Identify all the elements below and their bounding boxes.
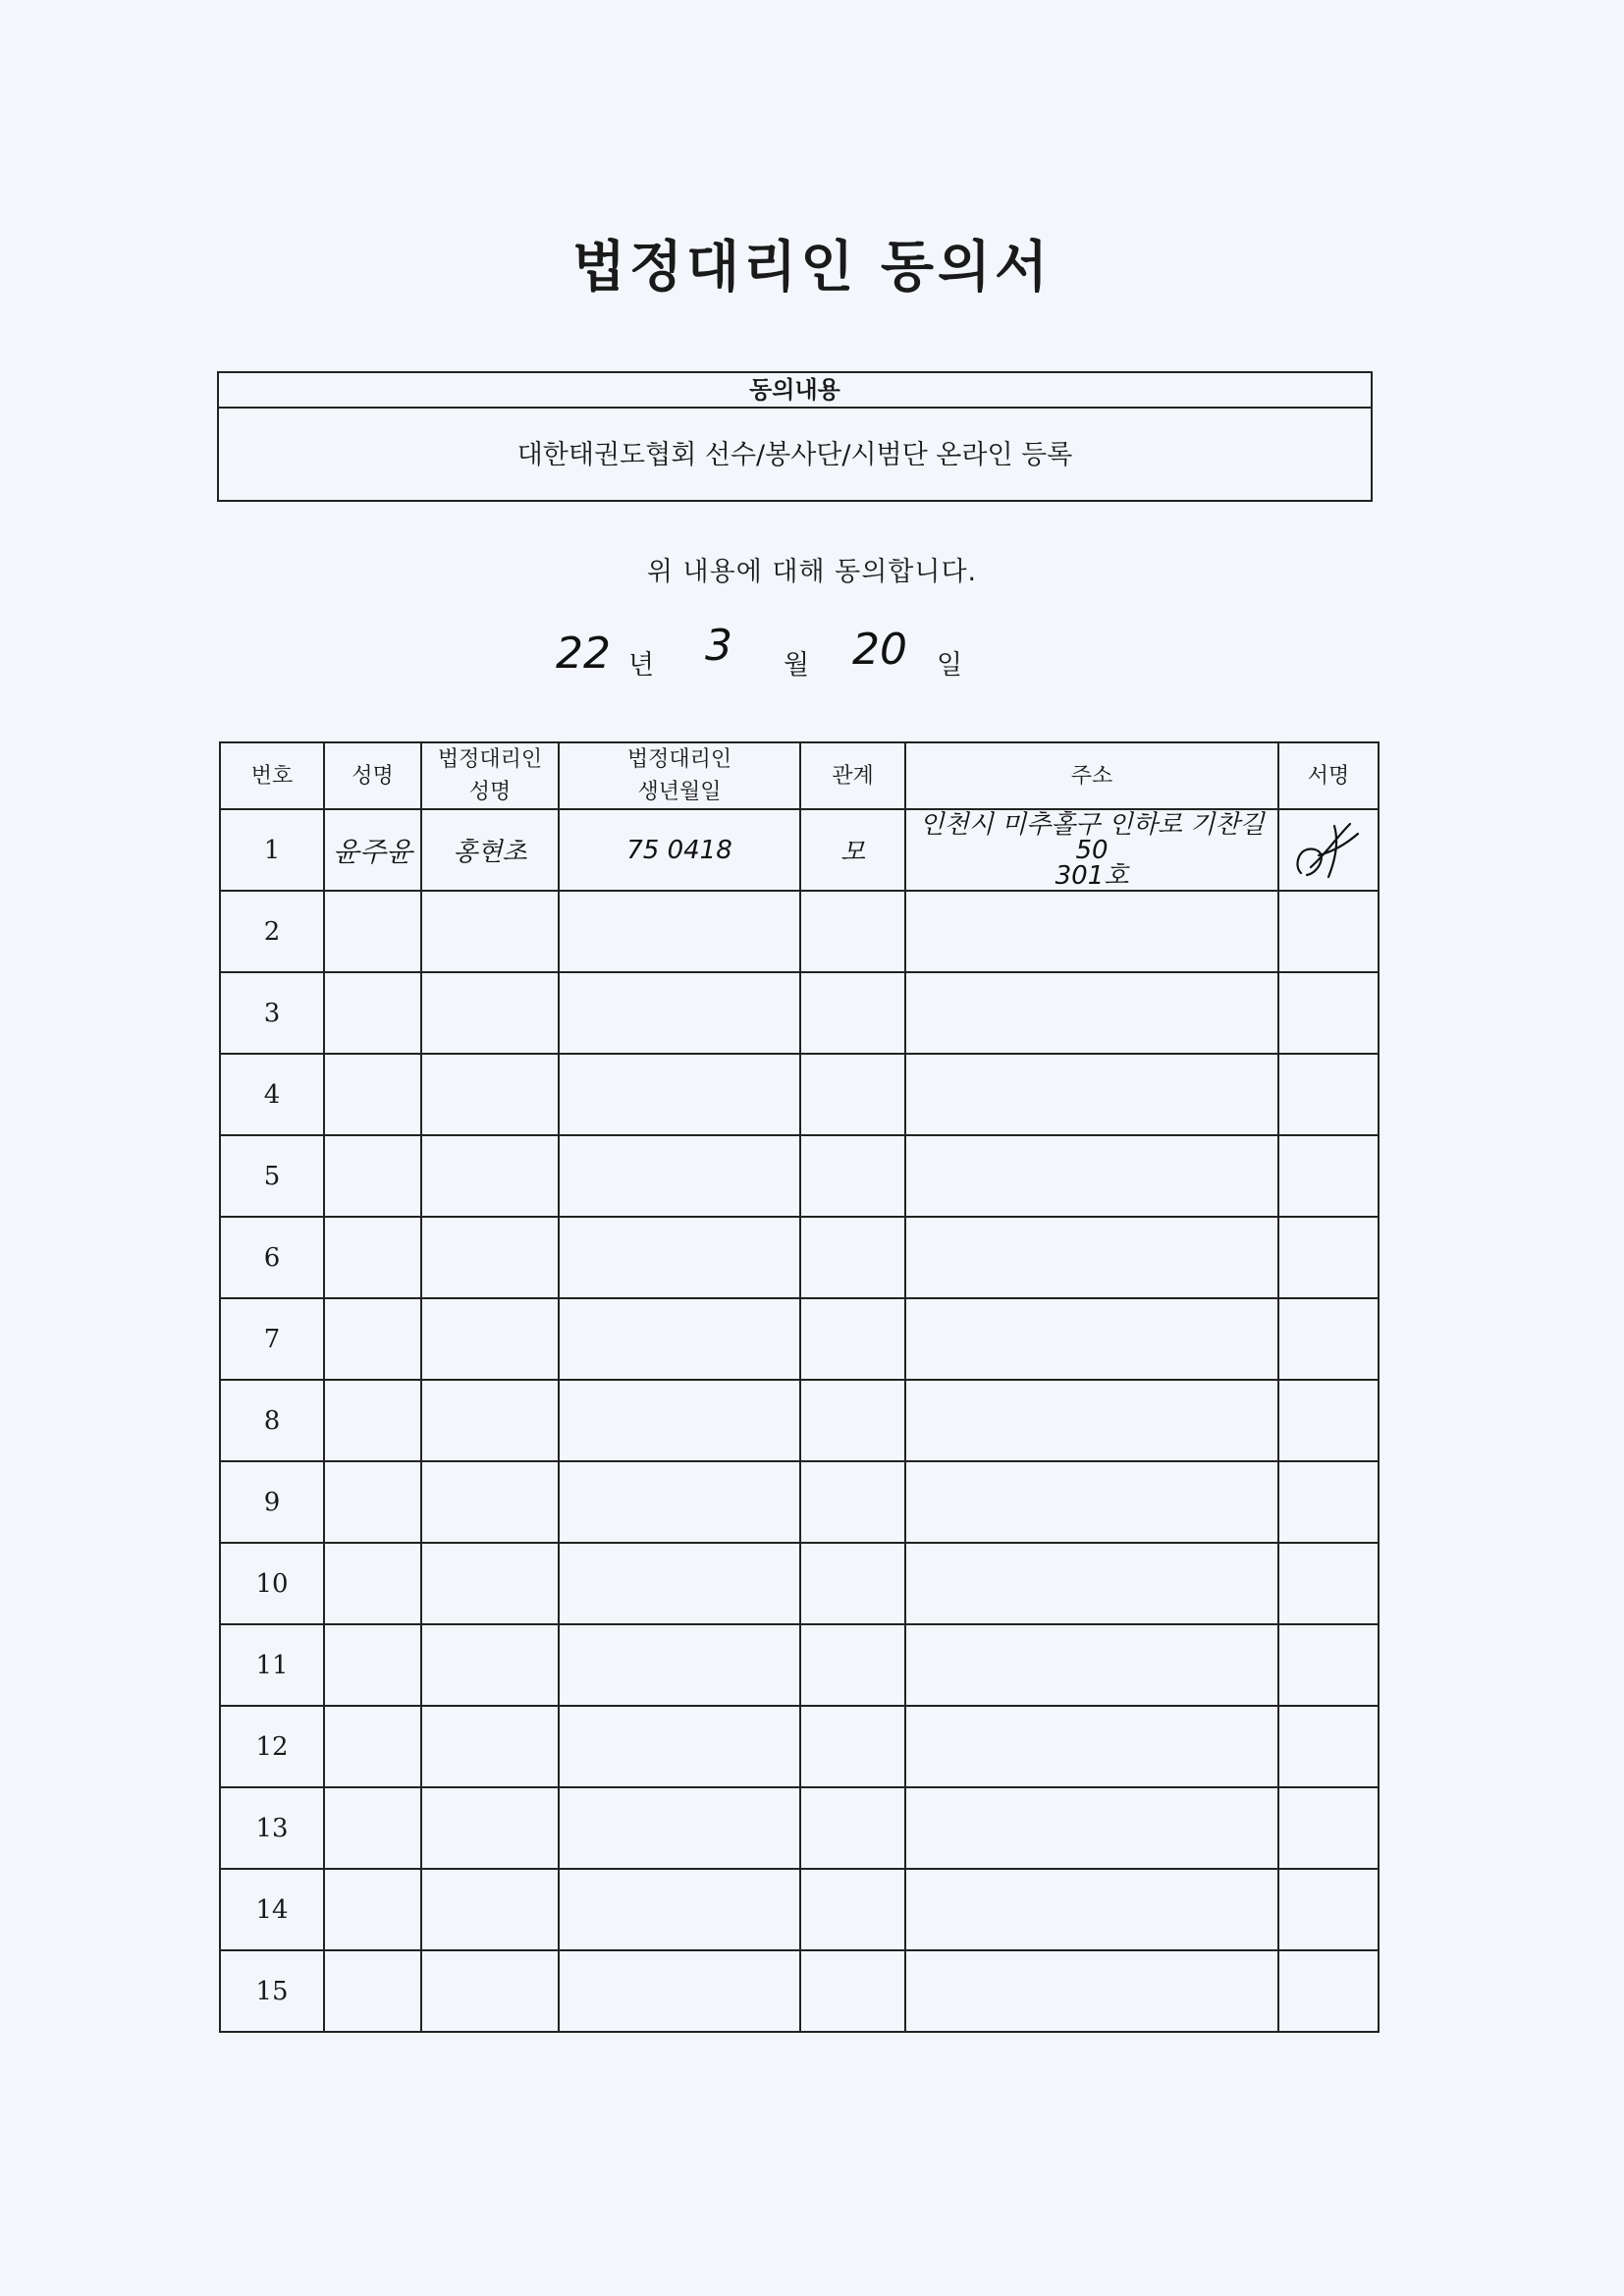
row-number: 12 <box>220 1706 324 1787</box>
row-guardian-name <box>421 1543 559 1624</box>
row-signature <box>1278 1869 1379 1950</box>
row-signature <box>1278 1054 1379 1135</box>
row-relation <box>800 1298 905 1380</box>
row-name <box>324 1950 421 2032</box>
roster-table <box>219 741 1380 2033</box>
row-guardian-birth <box>559 1135 800 1217</box>
row-address <box>905 1298 1278 1380</box>
table-row <box>220 1217 1379 1298</box>
row-name <box>324 1706 421 1787</box>
row-address <box>905 1054 1278 1135</box>
header-address: 주소 <box>905 742 1278 809</box>
date-year: 22 <box>556 629 611 679</box>
row-guardian-birth <box>559 1787 800 1869</box>
row-signature <box>1278 809 1379 891</box>
row-guardian-name <box>421 1461 559 1543</box>
consent-box <box>217 371 1373 502</box>
row-address <box>905 809 1278 891</box>
row-address <box>905 1624 1278 1706</box>
row-signature <box>1278 1380 1379 1461</box>
row-signature <box>1278 1217 1379 1298</box>
header-signature: 서명 <box>1278 742 1379 809</box>
row-guardian-birth <box>559 1380 800 1461</box>
table-row <box>220 1135 1379 1217</box>
row-name <box>324 1054 421 1135</box>
row-name <box>324 891 421 972</box>
row-address <box>905 1217 1278 1298</box>
signature-mark <box>1289 816 1368 885</box>
table-row <box>220 1461 1379 1543</box>
row-guardian-birth <box>559 891 800 972</box>
row-relation <box>800 1787 905 1869</box>
row-relation <box>800 1624 905 1706</box>
row-name <box>324 1787 421 1869</box>
header-guardian-name-line1: 법정대리인 <box>437 747 543 772</box>
table-row <box>220 1706 1379 1787</box>
table-header-row <box>220 742 1379 809</box>
row-guardian-name <box>421 1054 559 1135</box>
row-signature <box>1278 1706 1379 1787</box>
row-name <box>324 1298 421 1380</box>
row-relation <box>800 891 905 972</box>
date-day-label: 일 <box>937 650 963 681</box>
row-signature <box>1278 1787 1379 1869</box>
row-guardian-birth <box>559 972 800 1054</box>
row-address <box>905 1543 1278 1624</box>
row-name <box>324 1461 421 1543</box>
row-relation <box>800 1461 905 1543</box>
agreement-text: 위 내용에 대해 동의합니다. <box>646 557 978 587</box>
page-title: 법정대리인 동의서 <box>571 235 1053 300</box>
row-guardian-birth <box>559 1869 800 1950</box>
date-month-label: 월 <box>784 650 810 681</box>
row-relation <box>800 1380 905 1461</box>
consent-body: 대한태권도협회 선수/봉사단/시범단 온라인 등록 <box>516 440 1073 470</box>
row-relation <box>800 1706 905 1787</box>
row-address <box>905 1950 1278 2032</box>
row-number: 2 <box>220 891 324 972</box>
row-number: 7 <box>220 1298 324 1380</box>
table-row <box>220 972 1379 1054</box>
table-row <box>220 1869 1379 1950</box>
row-address <box>905 1135 1278 1217</box>
table-row <box>220 1950 1379 2032</box>
row-guardian-name <box>421 1706 559 1787</box>
row-name <box>324 1869 421 1950</box>
row-signature <box>1278 1298 1379 1380</box>
table-row <box>220 1624 1379 1706</box>
row-signature <box>1278 1135 1379 1217</box>
row-number: 13 <box>220 1787 324 1869</box>
row-signature <box>1278 1950 1379 2032</box>
row-relation <box>800 972 905 1054</box>
row-guardian-name <box>421 1950 559 2032</box>
row-guardian-name <box>421 1135 559 1217</box>
table-row <box>220 1380 1379 1461</box>
row-signature <box>1278 1461 1379 1543</box>
row-signature <box>1278 1543 1379 1624</box>
row-name <box>324 972 421 1054</box>
row-number: 6 <box>220 1217 324 1298</box>
table-row <box>220 1054 1379 1135</box>
row-guardian-birth <box>559 1298 800 1380</box>
row-number: 5 <box>220 1135 324 1217</box>
row-guardian-birth <box>559 1543 800 1624</box>
row-number: 11 <box>220 1624 324 1706</box>
row-relation <box>800 1950 905 2032</box>
row-guardian-birth <box>559 1624 800 1706</box>
row-guardian-birth <box>559 1217 800 1298</box>
row-number: 10 <box>220 1543 324 1624</box>
row-signature <box>1278 972 1379 1054</box>
table-row <box>220 809 1379 891</box>
row-guardian-name <box>421 972 559 1054</box>
row-address-line2: 301호 <box>1055 860 1129 891</box>
row-guardian-name: 홍현초 <box>421 809 559 891</box>
row-signature <box>1278 1624 1379 1706</box>
header-relation: 관계 <box>800 742 905 809</box>
row-guardian-name <box>421 1217 559 1298</box>
date-line <box>0 621 1624 697</box>
header-guardian-name <box>421 742 559 809</box>
row-relation <box>800 1869 905 1950</box>
row-guardian-name <box>421 1787 559 1869</box>
row-relation <box>800 1054 905 1135</box>
row-guardian-birth <box>559 1461 800 1543</box>
row-address <box>905 1869 1278 1950</box>
header-guardian-birth-line1: 법정대리인 <box>626 747 732 772</box>
row-number: 4 <box>220 1054 324 1135</box>
row-relation <box>800 1217 905 1298</box>
row-number: 15 <box>220 1950 324 2032</box>
row-guardian-birth <box>559 1950 800 2032</box>
row-signature <box>1278 891 1379 972</box>
row-name <box>324 1380 421 1461</box>
row-name <box>324 1624 421 1706</box>
date-day: 20 <box>852 625 907 675</box>
date-year-label: 년 <box>628 650 655 681</box>
row-guardian-name <box>421 1298 559 1380</box>
row-number: 8 <box>220 1380 324 1461</box>
table-row <box>220 1543 1379 1624</box>
header-name: 성명 <box>324 742 421 809</box>
row-number: 14 <box>220 1869 324 1950</box>
date-month: 3 <box>705 621 732 671</box>
row-name <box>324 1543 421 1624</box>
consent-header: 동의내용 <box>219 373 1371 409</box>
row-address <box>905 1380 1278 1461</box>
row-name <box>324 1135 421 1217</box>
row-guardian-name <box>421 1869 559 1950</box>
header-no: 번호 <box>220 742 324 809</box>
row-address <box>905 1787 1278 1869</box>
table-row <box>220 1298 1379 1380</box>
row-guardian-name <box>421 891 559 972</box>
row-number: 9 <box>220 1461 324 1543</box>
row-relation: 모 <box>800 809 905 891</box>
row-guardian-birth: 75 0418 <box>559 809 800 891</box>
row-number: 1 <box>220 809 324 891</box>
row-name <box>324 1217 421 1298</box>
row-address <box>905 1461 1278 1543</box>
row-relation <box>800 1543 905 1624</box>
row-guardian-name <box>421 1624 559 1706</box>
row-number: 3 <box>220 972 324 1054</box>
header-guardian-name-line2: 성명 <box>468 780 512 804</box>
row-relation <box>800 1135 905 1217</box>
row-guardian-birth <box>559 1054 800 1135</box>
row-guardian-name <box>421 1380 559 1461</box>
row-address-line1: 인천시 미추홀구 인하로 기찬길 50 <box>919 809 1265 865</box>
header-guardian-birth-line2: 생년월일 <box>637 780 722 804</box>
row-address <box>905 1706 1278 1787</box>
table-row <box>220 891 1379 972</box>
header-guardian-birth <box>559 742 800 809</box>
row-guardian-birth <box>559 1706 800 1787</box>
row-name: 윤주윤 <box>324 809 421 891</box>
row-address <box>905 972 1278 1054</box>
row-address <box>905 891 1278 972</box>
table-row <box>220 1787 1379 1869</box>
